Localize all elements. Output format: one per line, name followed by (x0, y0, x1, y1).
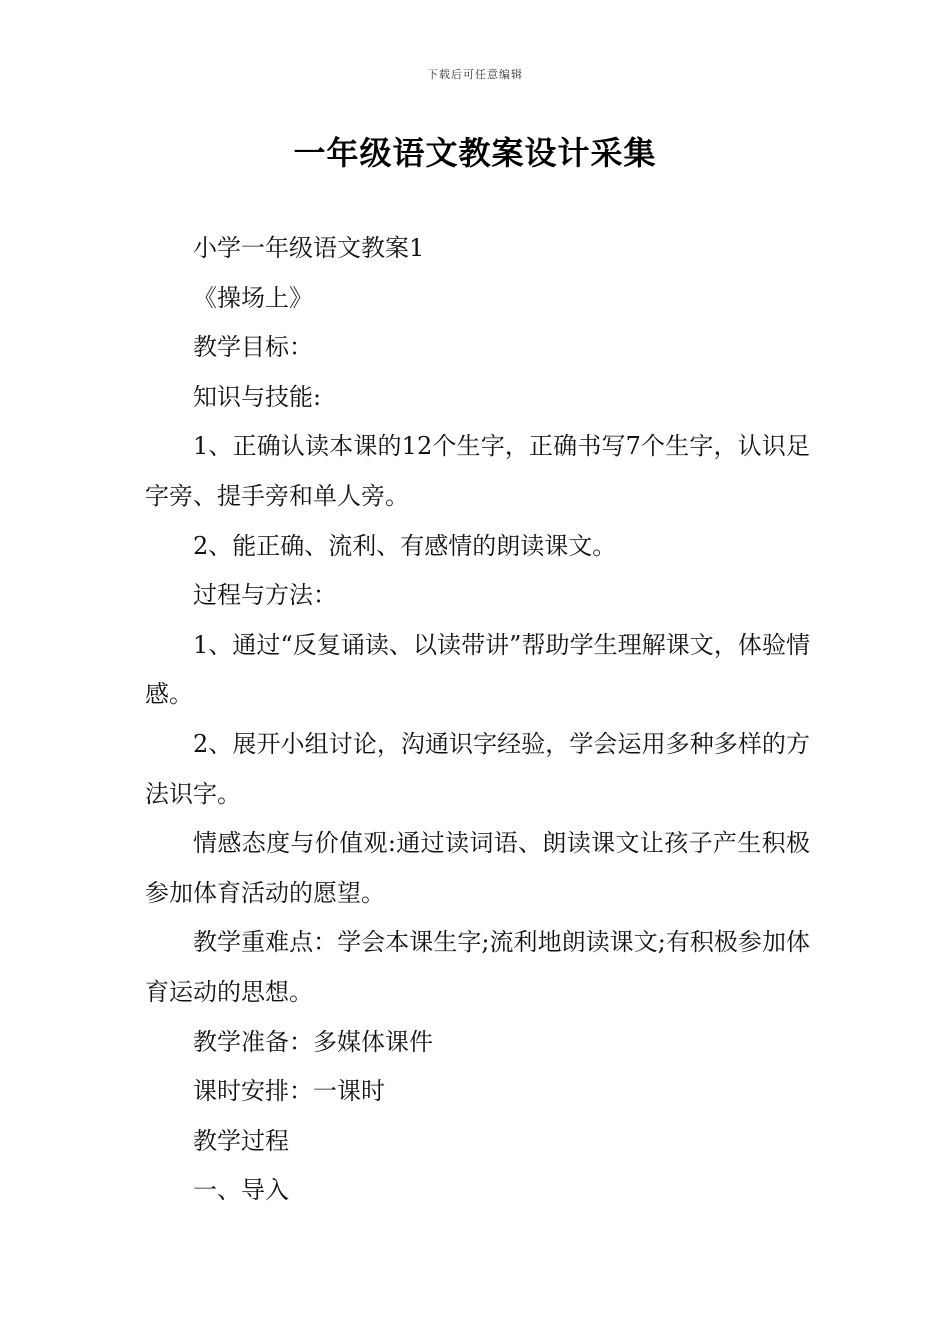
heading-knowledge-skills: 知识与技能: (193, 382, 322, 411)
header-note: 下载后可任意编辑 (427, 68, 523, 81)
paragraph-schedule: 课时安排：一课时 (193, 1077, 385, 1106)
section-heading-lesson-plan-1: 小学一年级语文教案1 (193, 234, 425, 262)
paragraph-method-2: 2、展开小组讨论，沟通识字经验，学会运用多种多样的方法识字。 (145, 729, 810, 808)
paragraph-preparation: 教学准备：多媒体课件 (193, 1027, 433, 1056)
lesson-title: 《操场上》 (193, 283, 313, 312)
heading-teaching-goals: 教学目标： (193, 333, 313, 362)
paragraph-key-difficulties: 教学重难点：学会本课生字;流利地朗读课文;有积极参加体育运动的思想。 (145, 928, 810, 1006)
heading-process-methods: 过程与方法： (193, 581, 337, 610)
heading-introduction: 一、导入 (193, 1176, 289, 1205)
heading-teaching-process: 教学过程 (193, 1126, 289, 1155)
paragraph-method-1: 1、通过“反复诵读、以读带讲”帮助学生理解课文，体验情感。 (145, 630, 810, 709)
document-body (145, 224, 810, 1216)
paragraph-emotion-values: 情感态度与价值观:通过读词语、朗读课文让孩子产生积极参加体育活动的愿望。 (145, 829, 810, 907)
document-title: 一年级语文教案设计采集 (293, 134, 657, 172)
paragraph-goal-1: 1、正确认读本课的12个生字，正确书写7个生字，认识足字旁、提手旁和单人旁。 (145, 432, 810, 510)
paragraph-goal-2: 2、能正确、流利、有感情的朗读课文。 (193, 531, 617, 560)
